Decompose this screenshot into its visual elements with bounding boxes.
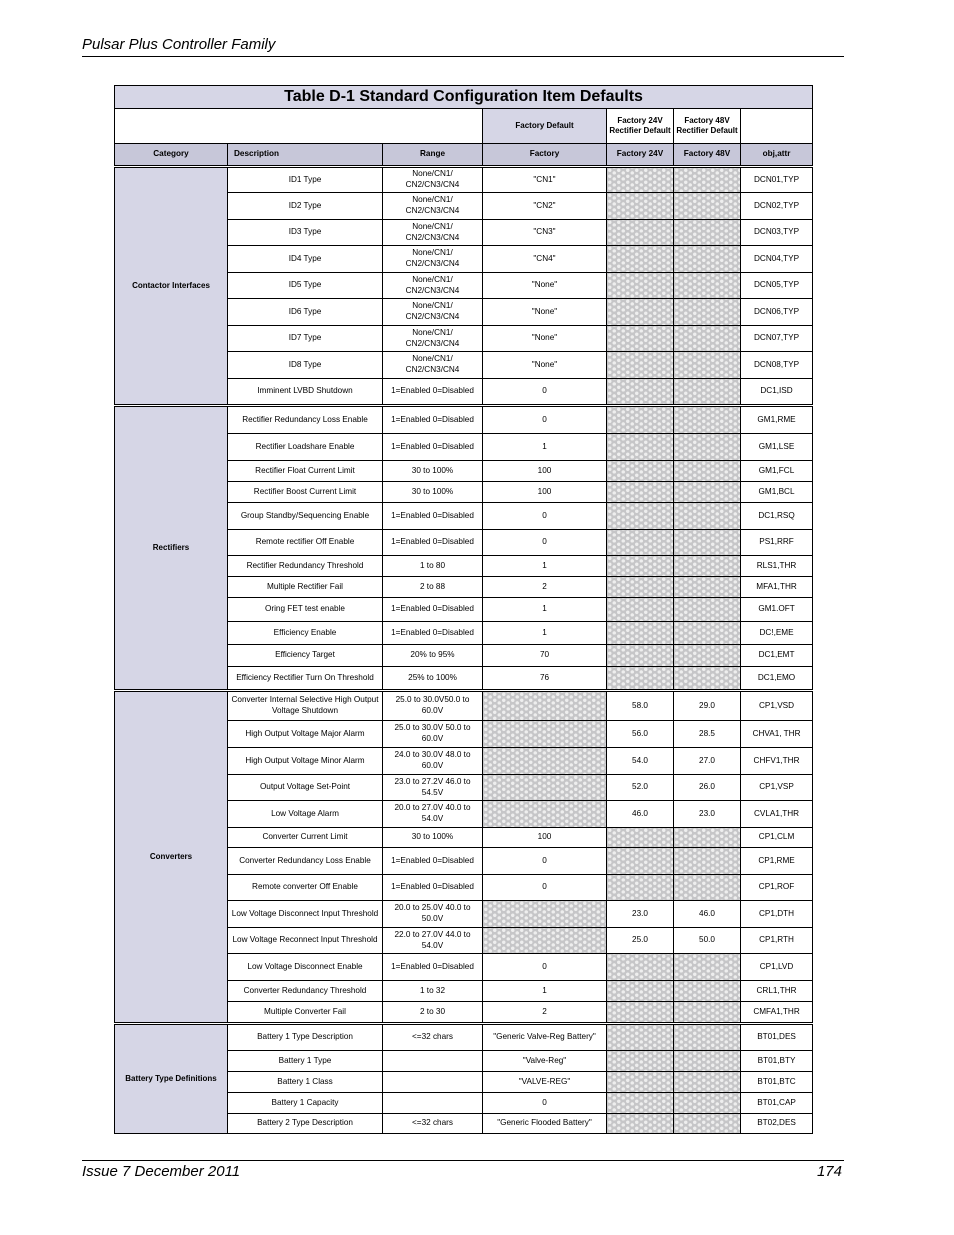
factory-48v-cell bbox=[674, 556, 741, 577]
factory-cell: 0 bbox=[483, 848, 607, 875]
range-cell: 1=Enabled 0=Disabled bbox=[383, 406, 483, 434]
range-cell: 25% to 100% bbox=[383, 667, 483, 691]
factory-48v-cell: 23.0 bbox=[674, 801, 741, 828]
factory-48v-cell: 26.0 bbox=[674, 775, 741, 801]
factory-24v-cell bbox=[607, 1002, 674, 1024]
obj-attr-cell: DC1,RSQ bbox=[741, 503, 813, 530]
range-cell: 1=Enabled 0=Disabled bbox=[383, 875, 483, 901]
obj-attr-cell: BT02,DES bbox=[741, 1114, 813, 1134]
factory-48v-cell bbox=[674, 530, 741, 556]
table-title: Table D-1 Standard Configuration Item Defaults bbox=[115, 86, 813, 109]
factory-cell: 0 bbox=[483, 379, 607, 406]
factory-cell: 1 bbox=[483, 434, 607, 461]
factory-cell: 0 bbox=[483, 406, 607, 434]
description-cell: Imminent LVBD Shutdown bbox=[228, 379, 383, 406]
obj-attr-cell: DCN07,TYP bbox=[741, 326, 813, 352]
range-cell: 20% to 95% bbox=[383, 645, 483, 667]
factory-cell bbox=[483, 801, 607, 828]
description-cell: Efficiency Rectifier Turn On Threshold bbox=[228, 667, 383, 691]
factory-cell: 100 bbox=[483, 828, 607, 848]
factory-48v-cell bbox=[674, 1093, 741, 1114]
obj-attr-cell: CP1,LVD bbox=[741, 954, 813, 981]
obj-attr-cell: CMFA1,THR bbox=[741, 1002, 813, 1024]
factory-24v-cell bbox=[607, 645, 674, 667]
factory-48v-cell: 46.0 bbox=[674, 901, 741, 928]
category-cell: Converters bbox=[115, 691, 228, 1024]
factory-48v-cell: 27.0 bbox=[674, 748, 741, 775]
range-cell: 1=Enabled 0=Disabled bbox=[383, 622, 483, 645]
range-cell: 1=Enabled 0=Disabled bbox=[383, 848, 483, 875]
factory-48v-cell bbox=[674, 167, 741, 193]
factory-cell: 1 bbox=[483, 556, 607, 577]
footer-issue: Issue 7 December 2011 bbox=[82, 1163, 241, 1180]
factory-48v-cell bbox=[674, 828, 741, 848]
factory-48v-cell bbox=[674, 645, 741, 667]
factory-48v-cell bbox=[674, 622, 741, 645]
range-cell: 23.0 to 27.2V 46.0 to 54.5V bbox=[383, 775, 483, 801]
description-cell: Group Standby/Sequencing Enable bbox=[228, 503, 383, 530]
factory-48v-cell bbox=[674, 299, 741, 326]
category-cell: Battery Type Definitions bbox=[115, 1024, 228, 1134]
range-cell: 1=Enabled 0=Disabled bbox=[383, 530, 483, 556]
subheader-factory-24v: Factory 24V Rectifier Default bbox=[607, 109, 674, 144]
factory-48v-cell bbox=[674, 954, 741, 981]
factory-24v-cell bbox=[607, 1072, 674, 1093]
running-header: Pulsar Plus Controller Family bbox=[82, 36, 276, 53]
factory-24v-cell bbox=[607, 482, 674, 503]
description-cell: ID8 Type bbox=[228, 352, 383, 379]
factory-24v-cell: 56.0 bbox=[607, 721, 674, 748]
factory-cell bbox=[483, 775, 607, 801]
description-cell: Remote converter Off Enable bbox=[228, 875, 383, 901]
range-cell: None/CN1/ CN2/CN3/CN4 bbox=[383, 326, 483, 352]
range-cell: None/CN1/ CN2/CN3/CN4 bbox=[383, 220, 483, 246]
description-cell: Rectifier Boost Current Limit bbox=[228, 482, 383, 503]
factory-48v-cell bbox=[674, 577, 741, 598]
range-cell: 1=Enabled 0=Disabled bbox=[383, 954, 483, 981]
factory-48v-cell bbox=[674, 598, 741, 622]
obj-attr-cell: CHFV1,THR bbox=[741, 748, 813, 775]
description-cell: Battery 2 Type Description bbox=[228, 1114, 383, 1134]
factory-cell: 0 bbox=[483, 503, 607, 530]
description-cell: High Output Voltage Major Alarm bbox=[228, 721, 383, 748]
factory-48v-cell bbox=[674, 1051, 741, 1072]
factory-24v-cell bbox=[607, 1114, 674, 1134]
obj-attr-cell: DCN01,TYP bbox=[741, 167, 813, 193]
factory-cell bbox=[483, 901, 607, 928]
factory-24v-cell bbox=[607, 1024, 674, 1051]
factory-cell: 100 bbox=[483, 482, 607, 503]
factory-48v-cell bbox=[674, 482, 741, 503]
factory-cell bbox=[483, 691, 607, 721]
range-cell: 22.0 to 27.0V 44.0 to 54.0V bbox=[383, 928, 483, 954]
obj-attr-cell: DC1,ISD bbox=[741, 379, 813, 406]
factory-cell: 70 bbox=[483, 645, 607, 667]
range-cell: 1=Enabled 0=Disabled bbox=[383, 503, 483, 530]
obj-attr-cell: BT01,BTC bbox=[741, 1072, 813, 1093]
factory-cell: "CN4" bbox=[483, 246, 607, 273]
obj-attr-cell: CP1,CLM bbox=[741, 828, 813, 848]
table-row bbox=[115, 406, 813, 434]
factory-cell: 0 bbox=[483, 875, 607, 901]
obj-attr-cell: GM1,RME bbox=[741, 406, 813, 434]
factory-48v-cell bbox=[674, 273, 741, 299]
obj-attr-cell: DCN05,TYP bbox=[741, 273, 813, 299]
obj-attr-cell: BT01,CAP bbox=[741, 1093, 813, 1114]
factory-48v-cell: 28.5 bbox=[674, 721, 741, 748]
category-cell: Contactor Interfaces bbox=[115, 167, 228, 406]
factory-24v-cell: 23.0 bbox=[607, 901, 674, 928]
factory-cell: "CN3" bbox=[483, 220, 607, 246]
factory-48v-cell bbox=[674, 1072, 741, 1093]
description-cell: Battery 1 Type bbox=[228, 1051, 383, 1072]
range-cell: 30 to 100% bbox=[383, 828, 483, 848]
range-cell: None/CN1/ CN2/CN3/CN4 bbox=[383, 352, 483, 379]
description-cell: Converter Current Limit bbox=[228, 828, 383, 848]
description-cell: Battery 1 Class bbox=[228, 1072, 383, 1093]
obj-attr-cell: CP1,ROF bbox=[741, 875, 813, 901]
description-cell: Rectifier Redundancy Threshold bbox=[228, 556, 383, 577]
table-row bbox=[115, 167, 813, 193]
factory-48v-cell bbox=[674, 981, 741, 1002]
factory-48v-cell: 50.0 bbox=[674, 928, 741, 954]
factory-24v-cell bbox=[607, 220, 674, 246]
factory-cell: "Valve-Reg" bbox=[483, 1051, 607, 1072]
obj-attr-cell: GM1,BCL bbox=[741, 482, 813, 503]
factory-48v-cell bbox=[674, 434, 741, 461]
range-cell: 2 to 88 bbox=[383, 577, 483, 598]
range-cell: 1 to 80 bbox=[383, 556, 483, 577]
footer-rule bbox=[82, 1160, 844, 1161]
description-cell: Multiple Converter Fail bbox=[228, 1002, 383, 1024]
description-cell: Battery 1 Type Description bbox=[228, 1024, 383, 1051]
column-header-category: Category bbox=[115, 144, 228, 167]
factory-cell: 1 bbox=[483, 981, 607, 1002]
description-cell: Efficiency Target bbox=[228, 645, 383, 667]
range-cell: 1=Enabled 0=Disabled bbox=[383, 434, 483, 461]
obj-attr-cell: MFA1,THR bbox=[741, 577, 813, 598]
obj-attr-cell: DC!,EME bbox=[741, 622, 813, 645]
factory-cell: "CN2" bbox=[483, 193, 607, 220]
obj-attr-cell: BT01,DES bbox=[741, 1024, 813, 1051]
range-cell: 30 to 100% bbox=[383, 461, 483, 482]
factory-cell: "CN1" bbox=[483, 167, 607, 193]
factory-24v-cell bbox=[607, 1051, 674, 1072]
description-cell: ID5 Type bbox=[228, 273, 383, 299]
description-cell: Low Voltage Alarm bbox=[228, 801, 383, 828]
obj-attr-cell: DCN02,TYP bbox=[741, 193, 813, 220]
range-cell: 1 to 32 bbox=[383, 981, 483, 1002]
factory-cell: "Generic Valve-Reg Battery" bbox=[483, 1024, 607, 1051]
factory-24v-cell: 54.0 bbox=[607, 748, 674, 775]
page-number: 174 bbox=[816, 1163, 842, 1180]
factory-48v-cell bbox=[674, 352, 741, 379]
obj-attr-cell: DCN08,TYP bbox=[741, 352, 813, 379]
subheader-blank bbox=[115, 109, 483, 144]
description-cell: Low Voltage Disconnect Input Threshold bbox=[228, 901, 383, 928]
factory-cell: "None" bbox=[483, 326, 607, 352]
factory-24v-cell bbox=[607, 577, 674, 598]
obj-attr-cell: DC1,EMO bbox=[741, 667, 813, 691]
factory-48v-cell bbox=[674, 1114, 741, 1134]
description-cell: ID4 Type bbox=[228, 246, 383, 273]
configuration-table bbox=[114, 85, 813, 1134]
factory-24v-cell bbox=[607, 530, 674, 556]
factory-24v-cell: 25.0 bbox=[607, 928, 674, 954]
description-cell: Battery 1 Capacity bbox=[228, 1093, 383, 1114]
factory-cell: 0 bbox=[483, 1093, 607, 1114]
factory-24v-cell bbox=[607, 667, 674, 691]
obj-attr-cell: DC1,EMT bbox=[741, 645, 813, 667]
description-cell: Oring FET test enable bbox=[228, 598, 383, 622]
range-cell: 1=Enabled 0=Disabled bbox=[383, 379, 483, 406]
factory-24v-cell bbox=[607, 875, 674, 901]
range-cell: None/CN1/ CN2/CN3/CN4 bbox=[383, 273, 483, 299]
factory-24v-cell: 52.0 bbox=[607, 775, 674, 801]
factory-cell: "None" bbox=[483, 273, 607, 299]
factory-24v-cell bbox=[607, 379, 674, 406]
description-cell: Low Voltage Disconnect Enable bbox=[228, 954, 383, 981]
factory-cell bbox=[483, 721, 607, 748]
factory-24v-cell bbox=[607, 598, 674, 622]
description-cell: Converter Redundancy Threshold bbox=[228, 981, 383, 1002]
table-row bbox=[115, 1024, 813, 1051]
factory-48v-cell bbox=[674, 1024, 741, 1051]
description-cell: ID3 Type bbox=[228, 220, 383, 246]
description-cell: High Output Voltage Minor Alarm bbox=[228, 748, 383, 775]
factory-cell bbox=[483, 928, 607, 954]
description-cell: ID7 Type bbox=[228, 326, 383, 352]
factory-cell: "None" bbox=[483, 352, 607, 379]
factory-cell: "None" bbox=[483, 299, 607, 326]
description-cell: Converter Redundancy Loss Enable bbox=[228, 848, 383, 875]
factory-48v-cell bbox=[674, 848, 741, 875]
factory-cell: 2 bbox=[483, 1002, 607, 1024]
range-cell: <=32 chars bbox=[383, 1024, 483, 1051]
table-row bbox=[115, 691, 813, 721]
obj-attr-cell: CP1,VSD bbox=[741, 691, 813, 721]
factory-cell: 1 bbox=[483, 598, 607, 622]
range-cell bbox=[383, 1093, 483, 1114]
obj-attr-cell: CP1,RME bbox=[741, 848, 813, 875]
column-header-factory-48v: Factory 48V bbox=[674, 144, 741, 167]
obj-attr-cell: CRL1,THR bbox=[741, 981, 813, 1002]
obj-attr-cell: CP1,RTH bbox=[741, 928, 813, 954]
factory-48v-cell bbox=[674, 220, 741, 246]
factory-24v-cell bbox=[607, 434, 674, 461]
factory-24v-cell bbox=[607, 1093, 674, 1114]
obj-attr-cell: CHVA1, THR bbox=[741, 721, 813, 748]
factory-cell bbox=[483, 748, 607, 775]
obj-attr-cell: PS1,RRF bbox=[741, 530, 813, 556]
factory-48v-cell bbox=[674, 875, 741, 901]
range-cell: 2 to 30 bbox=[383, 1002, 483, 1024]
range-cell bbox=[383, 1051, 483, 1072]
column-header-obj-attr: obj,attr bbox=[741, 144, 813, 167]
factory-cell: 1 bbox=[483, 622, 607, 645]
range-cell: None/CN1/ CN2/CN3/CN4 bbox=[383, 246, 483, 273]
factory-48v-cell bbox=[674, 1002, 741, 1024]
column-header-range: Range bbox=[383, 144, 483, 167]
description-cell: Efficiency Enable bbox=[228, 622, 383, 645]
factory-cell: 76 bbox=[483, 667, 607, 691]
factory-24v-cell bbox=[607, 273, 674, 299]
obj-attr-cell: GM1,LSE bbox=[741, 434, 813, 461]
factory-24v-cell: 46.0 bbox=[607, 801, 674, 828]
description-cell: ID1 Type bbox=[228, 167, 383, 193]
description-cell: Output Voltage Set-Point bbox=[228, 775, 383, 801]
factory-48v-cell bbox=[674, 503, 741, 530]
column-header-description: Description bbox=[228, 144, 383, 167]
description-cell: Rectifier Float Current Limit bbox=[228, 461, 383, 482]
factory-24v-cell: 58.0 bbox=[607, 691, 674, 721]
description-cell: Rectifier Redundancy Loss Enable bbox=[228, 406, 383, 434]
factory-24v-cell bbox=[607, 352, 674, 379]
factory-24v-cell bbox=[607, 954, 674, 981]
description-cell: Rectifier Loadshare Enable bbox=[228, 434, 383, 461]
subheader-factory-default: Factory Default bbox=[483, 109, 607, 144]
factory-24v-cell bbox=[607, 503, 674, 530]
factory-cell: "VALVE-REG" bbox=[483, 1072, 607, 1093]
factory-cell: "Generic Flooded Battery" bbox=[483, 1114, 607, 1134]
header-rule bbox=[82, 56, 844, 57]
factory-24v-cell bbox=[607, 326, 674, 352]
range-cell: 30 to 100% bbox=[383, 482, 483, 503]
factory-cell: 0 bbox=[483, 954, 607, 981]
factory-24v-cell bbox=[607, 193, 674, 220]
subheader-blank-right bbox=[741, 109, 813, 144]
factory-24v-cell bbox=[607, 461, 674, 482]
factory-24v-cell bbox=[607, 981, 674, 1002]
description-cell: ID6 Type bbox=[228, 299, 383, 326]
obj-attr-cell: GM1.OFT bbox=[741, 598, 813, 622]
factory-48v-cell bbox=[674, 326, 741, 352]
factory-24v-cell bbox=[607, 556, 674, 577]
factory-24v-cell bbox=[607, 828, 674, 848]
factory-cell: 2 bbox=[483, 577, 607, 598]
column-header-factory: Factory bbox=[483, 144, 607, 167]
description-cell: Low Voltage Reconnect Input Threshold bbox=[228, 928, 383, 954]
obj-attr-cell: RLS1,THR bbox=[741, 556, 813, 577]
range-cell: 20.0 to 27.0V 40.0 to 54.0V bbox=[383, 801, 483, 828]
obj-attr-cell: DCN04,TYP bbox=[741, 246, 813, 273]
subheader-factory-48v: Factory 48V Rectifier Default bbox=[674, 109, 741, 144]
factory-24v-cell bbox=[607, 622, 674, 645]
obj-attr-cell: DCN03,TYP bbox=[741, 220, 813, 246]
factory-24v-cell bbox=[607, 246, 674, 273]
factory-48v-cell bbox=[674, 461, 741, 482]
obj-attr-cell: CP1,DTH bbox=[741, 901, 813, 928]
description-cell: Remote rectifier Off Enable bbox=[228, 530, 383, 556]
factory-48v-cell bbox=[674, 379, 741, 406]
range-cell: 25.0 to 30.0V50.0 to 60.0V bbox=[383, 691, 483, 721]
range-cell: 24.0 to 30.0V 48.0 to 60.0V bbox=[383, 748, 483, 775]
factory-24v-cell bbox=[607, 299, 674, 326]
range-cell: <=32 chars bbox=[383, 1114, 483, 1134]
range-cell: 25.0 to 30.0V 50.0 to 60.0V bbox=[383, 721, 483, 748]
column-header-factory-24v: Factory 24V bbox=[607, 144, 674, 167]
factory-24v-cell bbox=[607, 406, 674, 434]
factory-24v-cell bbox=[607, 167, 674, 193]
factory-cell: 0 bbox=[483, 530, 607, 556]
range-cell: None/CN1/ CN2/CN3/CN4 bbox=[383, 299, 483, 326]
category-cell: Rectifiers bbox=[115, 406, 228, 691]
description-cell: ID2 Type bbox=[228, 193, 383, 220]
obj-attr-cell: CP1,VSP bbox=[741, 775, 813, 801]
obj-attr-cell: BT01,BTY bbox=[741, 1051, 813, 1072]
obj-attr-cell: GM1,FCL bbox=[741, 461, 813, 482]
description-cell: Multiple Rectifier Fail bbox=[228, 577, 383, 598]
obj-attr-cell: DCN06,TYP bbox=[741, 299, 813, 326]
factory-48v-cell bbox=[674, 246, 741, 273]
factory-48v-cell bbox=[674, 667, 741, 691]
range-cell: 20.0 to 25.0V 40.0 to 50.0V bbox=[383, 901, 483, 928]
factory-48v-cell bbox=[674, 193, 741, 220]
description-cell: Converter Internal Selective High Output Voltage Shutdown bbox=[228, 691, 383, 721]
range-cell: None/CN1/ CN2/CN3/CN4 bbox=[383, 167, 483, 193]
obj-attr-cell: CVLA1,THR bbox=[741, 801, 813, 828]
range-cell: None/CN1/ CN2/CN3/CN4 bbox=[383, 193, 483, 220]
factory-24v-cell bbox=[607, 848, 674, 875]
range-cell: 1=Enabled 0=Disabled bbox=[383, 598, 483, 622]
factory-48v-cell bbox=[674, 406, 741, 434]
factory-cell: 100 bbox=[483, 461, 607, 482]
factory-48v-cell: 29.0 bbox=[674, 691, 741, 721]
range-cell bbox=[383, 1072, 483, 1093]
